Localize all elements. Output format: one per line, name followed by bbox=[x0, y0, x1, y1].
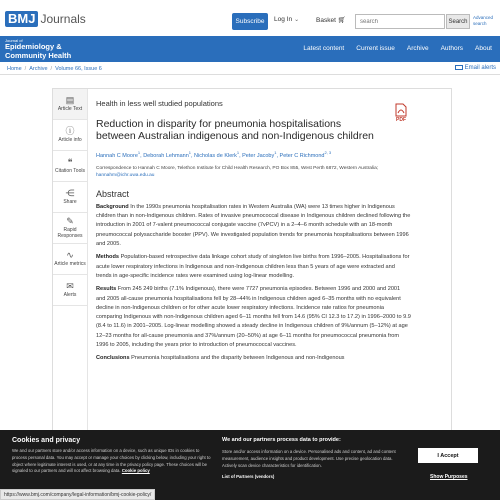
article-title: Reduction in disparity for pneumonia hospitalisations between Australian indigenous and non-Indigenous children bbox=[96, 118, 374, 142]
search-button[interactable]: Search bbox=[446, 14, 470, 29]
nav-current-issue[interactable]: Current issue bbox=[356, 45, 395, 52]
email-alerts-label: Email alerts bbox=[464, 65, 496, 72]
journal-header bbox=[0, 36, 500, 62]
advanced-search-line1: Advanced bbox=[473, 15, 494, 20]
cookie-purposes-title: We and our partners process data to provide: bbox=[222, 437, 341, 443]
abstract-background bbox=[96, 203, 411, 249]
nav-latest-content[interactable]: Latest content bbox=[303, 45, 345, 52]
sidebar-item-article-info[interactable] bbox=[53, 120, 87, 151]
cookie-body: We and our partners store and/or access information on a device, such as unique IDs in cookies to process personal data. You may accept or manage your choices by clicking below, including your right to object where legitimate interest is used, or at any time in the privacy policy page. These choices will be signaled to our partners and will not affect browsing data. bbox=[12, 448, 211, 474]
correspondence bbox=[96, 165, 396, 179]
show-purposes-link[interactable]: Show Purposes bbox=[430, 474, 468, 480]
nav-authors[interactable]: Authors bbox=[440, 45, 463, 52]
metrics-icon: ∿ bbox=[66, 249, 74, 260]
quote-icon: ❝ bbox=[67, 156, 73, 167]
section-text: From 245 249 births (7.1% Indigenous), there were 7727 pneumonia episodes. Between 1996 and 2000 and 2001 and 2005 all-cause pneumonia hospitalisations fell by 28–44% in Indigenous children aged 6–35 months with no equivalent decline in non-Indigenous children or for other acute lower respiratory infections. Incidence rate ratios for pneumonia comparing Indigenous with non-Indigenous children aged 6–11 months fell from 14.6 (95% CI 12.3 to 17.2) in 1996–2000 to 9.9 (8.4 to 11.6) in 2001–2005. Log-linear modelling showed a steady decline in Indigenous children of 9%/annum (5–12%) at age 12–23 months for all-cause pneumonia and 37%/annum (20–50%) at age 6–11 months for pneumococcal pneumonia from 1996 to 2005, including the years prior to introduction of pneumococcal vaccines. bbox=[96, 286, 411, 348]
journal-nav bbox=[303, 45, 492, 52]
abstract-heading: Abstract bbox=[96, 188, 130, 199]
breadcrumb bbox=[7, 66, 102, 72]
section-label: Background bbox=[96, 203, 129, 210]
info-icon: ⓘ bbox=[65, 125, 75, 136]
pdf-download-button[interactable] bbox=[391, 103, 411, 123]
article-card bbox=[52, 88, 452, 488]
cookie-purposes-text: Store and/or access information on a device. Personalised ads and content, ad and content measurement, audience insights and product development. Use precise geolocation data. Actively scan device characteristics for identification. bbox=[222, 449, 396, 468]
basket-icon: 🛒︎ bbox=[337, 17, 346, 24]
logo-bmj: BMJ bbox=[5, 11, 38, 27]
chat-icon: ✎ bbox=[66, 216, 74, 226]
bmj-journals-logo[interactable] bbox=[5, 10, 86, 27]
breadcrumb-issue[interactable]: Volume 66, Issue 6 bbox=[55, 66, 102, 72]
subscribe-button[interactable]: Subscribe bbox=[232, 13, 268, 30]
cookie-purposes bbox=[222, 437, 402, 479]
divider bbox=[0, 74, 500, 75]
share-icon: ⋲ bbox=[65, 187, 75, 198]
article-sidebar bbox=[53, 89, 87, 306]
advanced-search-line2: search bbox=[473, 21, 487, 26]
login-menu[interactable] bbox=[274, 16, 299, 23]
search-input[interactable] bbox=[355, 14, 445, 29]
abstract-methods bbox=[96, 253, 411, 281]
sidebar-item-label: Alerts bbox=[63, 291, 77, 298]
cookie-info bbox=[12, 437, 212, 475]
author-affiliation: 1 bbox=[188, 150, 191, 155]
author-link[interactable]: Nicholas de Klerk bbox=[194, 152, 237, 159]
mail-icon: ✉ bbox=[66, 280, 74, 291]
section-label: Methods bbox=[96, 254, 119, 261]
top-bar bbox=[0, 0, 500, 35]
author-link[interactable]: Peter C Richmond bbox=[279, 152, 325, 159]
pdf-icon bbox=[395, 103, 407, 117]
sidebar-item-alerts[interactable] bbox=[53, 275, 87, 306]
envelope-icon bbox=[455, 65, 463, 70]
journal-title-small: Journal of bbox=[5, 38, 23, 43]
sidebar-item-label: Article metrics bbox=[54, 260, 86, 267]
section-text: Population-based retrospective data linkage cohort study of singleton live births from 1996–2005. Hospitalisations for acute lower respiratory infections in Indigenous and non-Indigenous children less than 5 years of age were extracted and trends in age-specific incidence rates were examined using log-linear modelling. bbox=[96, 254, 410, 279]
sidebar-divider bbox=[87, 89, 88, 489]
partners-list-link[interactable]: List of Partners (vendors) bbox=[222, 474, 275, 480]
sidebar-item-article-metrics[interactable] bbox=[53, 244, 87, 275]
sidebar-item-label: Citation Tools bbox=[55, 167, 85, 174]
sidebar-item-label: Share bbox=[63, 198, 77, 205]
author-link[interactable]: Peter Jacoby bbox=[242, 152, 275, 159]
cookie-policy-link[interactable]: Cookie policy bbox=[121, 468, 150, 474]
accept-button[interactable]: I Accept bbox=[418, 448, 478, 463]
abstract-results bbox=[96, 285, 411, 350]
chevron-down-icon: ⌄ bbox=[294, 17, 300, 23]
sidebar-item-article-text[interactable] bbox=[53, 89, 87, 120]
cookie-title: Cookies and privacy bbox=[12, 437, 81, 444]
sidebar-item-label: Article info bbox=[58, 136, 82, 143]
section-text: Pneumonia hospitalisations and the disparity between Indigenous and non-Indigenous bbox=[131, 355, 345, 362]
abstract-conclusions bbox=[96, 354, 411, 363]
login-label: Log In bbox=[274, 16, 293, 23]
basket-link[interactable] bbox=[316, 16, 346, 24]
author-link[interactable]: Hannah C Moore bbox=[96, 152, 138, 159]
correspondence-email[interactable]: hannahm@ichr.uwa.edu.au bbox=[96, 172, 155, 178]
nav-about[interactable]: About bbox=[475, 45, 492, 52]
breadcrumb-separator: / bbox=[50, 66, 53, 72]
journal-title[interactable] bbox=[5, 38, 71, 60]
author-affiliation: 2, 3 bbox=[324, 150, 332, 155]
email-alerts-link[interactable] bbox=[455, 65, 496, 71]
cookie-text bbox=[12, 448, 212, 475]
author-affiliation: 1 bbox=[274, 150, 277, 155]
author-affiliation: 1 bbox=[137, 150, 141, 155]
sidebar-item-rapid-responses[interactable] bbox=[53, 213, 87, 244]
breadcrumb-archive[interactable]: Archive bbox=[29, 66, 48, 72]
pdf-label: PDF bbox=[396, 117, 406, 123]
breadcrumb-separator: / bbox=[24, 66, 27, 72]
sidebar-item-citation-tools[interactable] bbox=[53, 151, 87, 182]
correspondence-text: Correspondence to Hannah C Moore, Telethon Institute for Child Health Research, PO Box 855, West Perth 6872, Western Australia; bbox=[96, 165, 379, 171]
sidebar-item-label: Article Text bbox=[57, 105, 83, 112]
author-affiliation: 1 bbox=[236, 150, 240, 155]
document-icon: ▤ bbox=[65, 94, 75, 105]
basket-label: Basket bbox=[316, 17, 336, 24]
sidebar-item-label: Rapid Responses bbox=[57, 227, 83, 239]
article-category: Health in less well studied populations bbox=[96, 99, 223, 108]
breadcrumb-home[interactable]: Home bbox=[7, 66, 22, 72]
section-text: In the 1990s pneumonia hospitalisation rates in Western Australia (WA) were 13 times higher in Indigenous children than in non-Indigenous children. Rates of invasive pneumococcal disease in Indigenous children declined following the introduction in 2001 of 7-valent pneumococcal conjugate vaccine (7vPCV) in a 2–4–6 month schedule with an 18-month pneumococcal polysaccharide booster (PPV). We investigated population trends for pneumonia hospitalisations between 1996 and 2005. bbox=[96, 203, 411, 248]
journal-title-line1: Epidemiology & bbox=[5, 42, 62, 51]
author-list: Hannah C Moore$^1$, Deborah Lehmann$^1$, Nicholas de Klerk$^1$, Peter Jacoby$^1$, Peter C Richmond$^{2, 3}$ bbox=[96, 150, 332, 159]
logo-journals: Journals bbox=[40, 12, 86, 26]
advanced-search-link[interactable] bbox=[473, 15, 493, 27]
section-label: Conclusions bbox=[96, 355, 130, 362]
status-bar-url: https://www.bmj.com/company/legal-information/bmj-cookie-policy/ bbox=[0, 489, 155, 500]
sidebar-item-share[interactable] bbox=[53, 182, 87, 213]
author-link[interactable]: Deborah Lehmann bbox=[143, 152, 189, 159]
journal-title-line2: Community Health bbox=[5, 50, 72, 60]
section-label: Results bbox=[96, 286, 117, 293]
nav-archive[interactable]: Archive bbox=[406, 45, 429, 52]
article-body bbox=[96, 99, 426, 364]
